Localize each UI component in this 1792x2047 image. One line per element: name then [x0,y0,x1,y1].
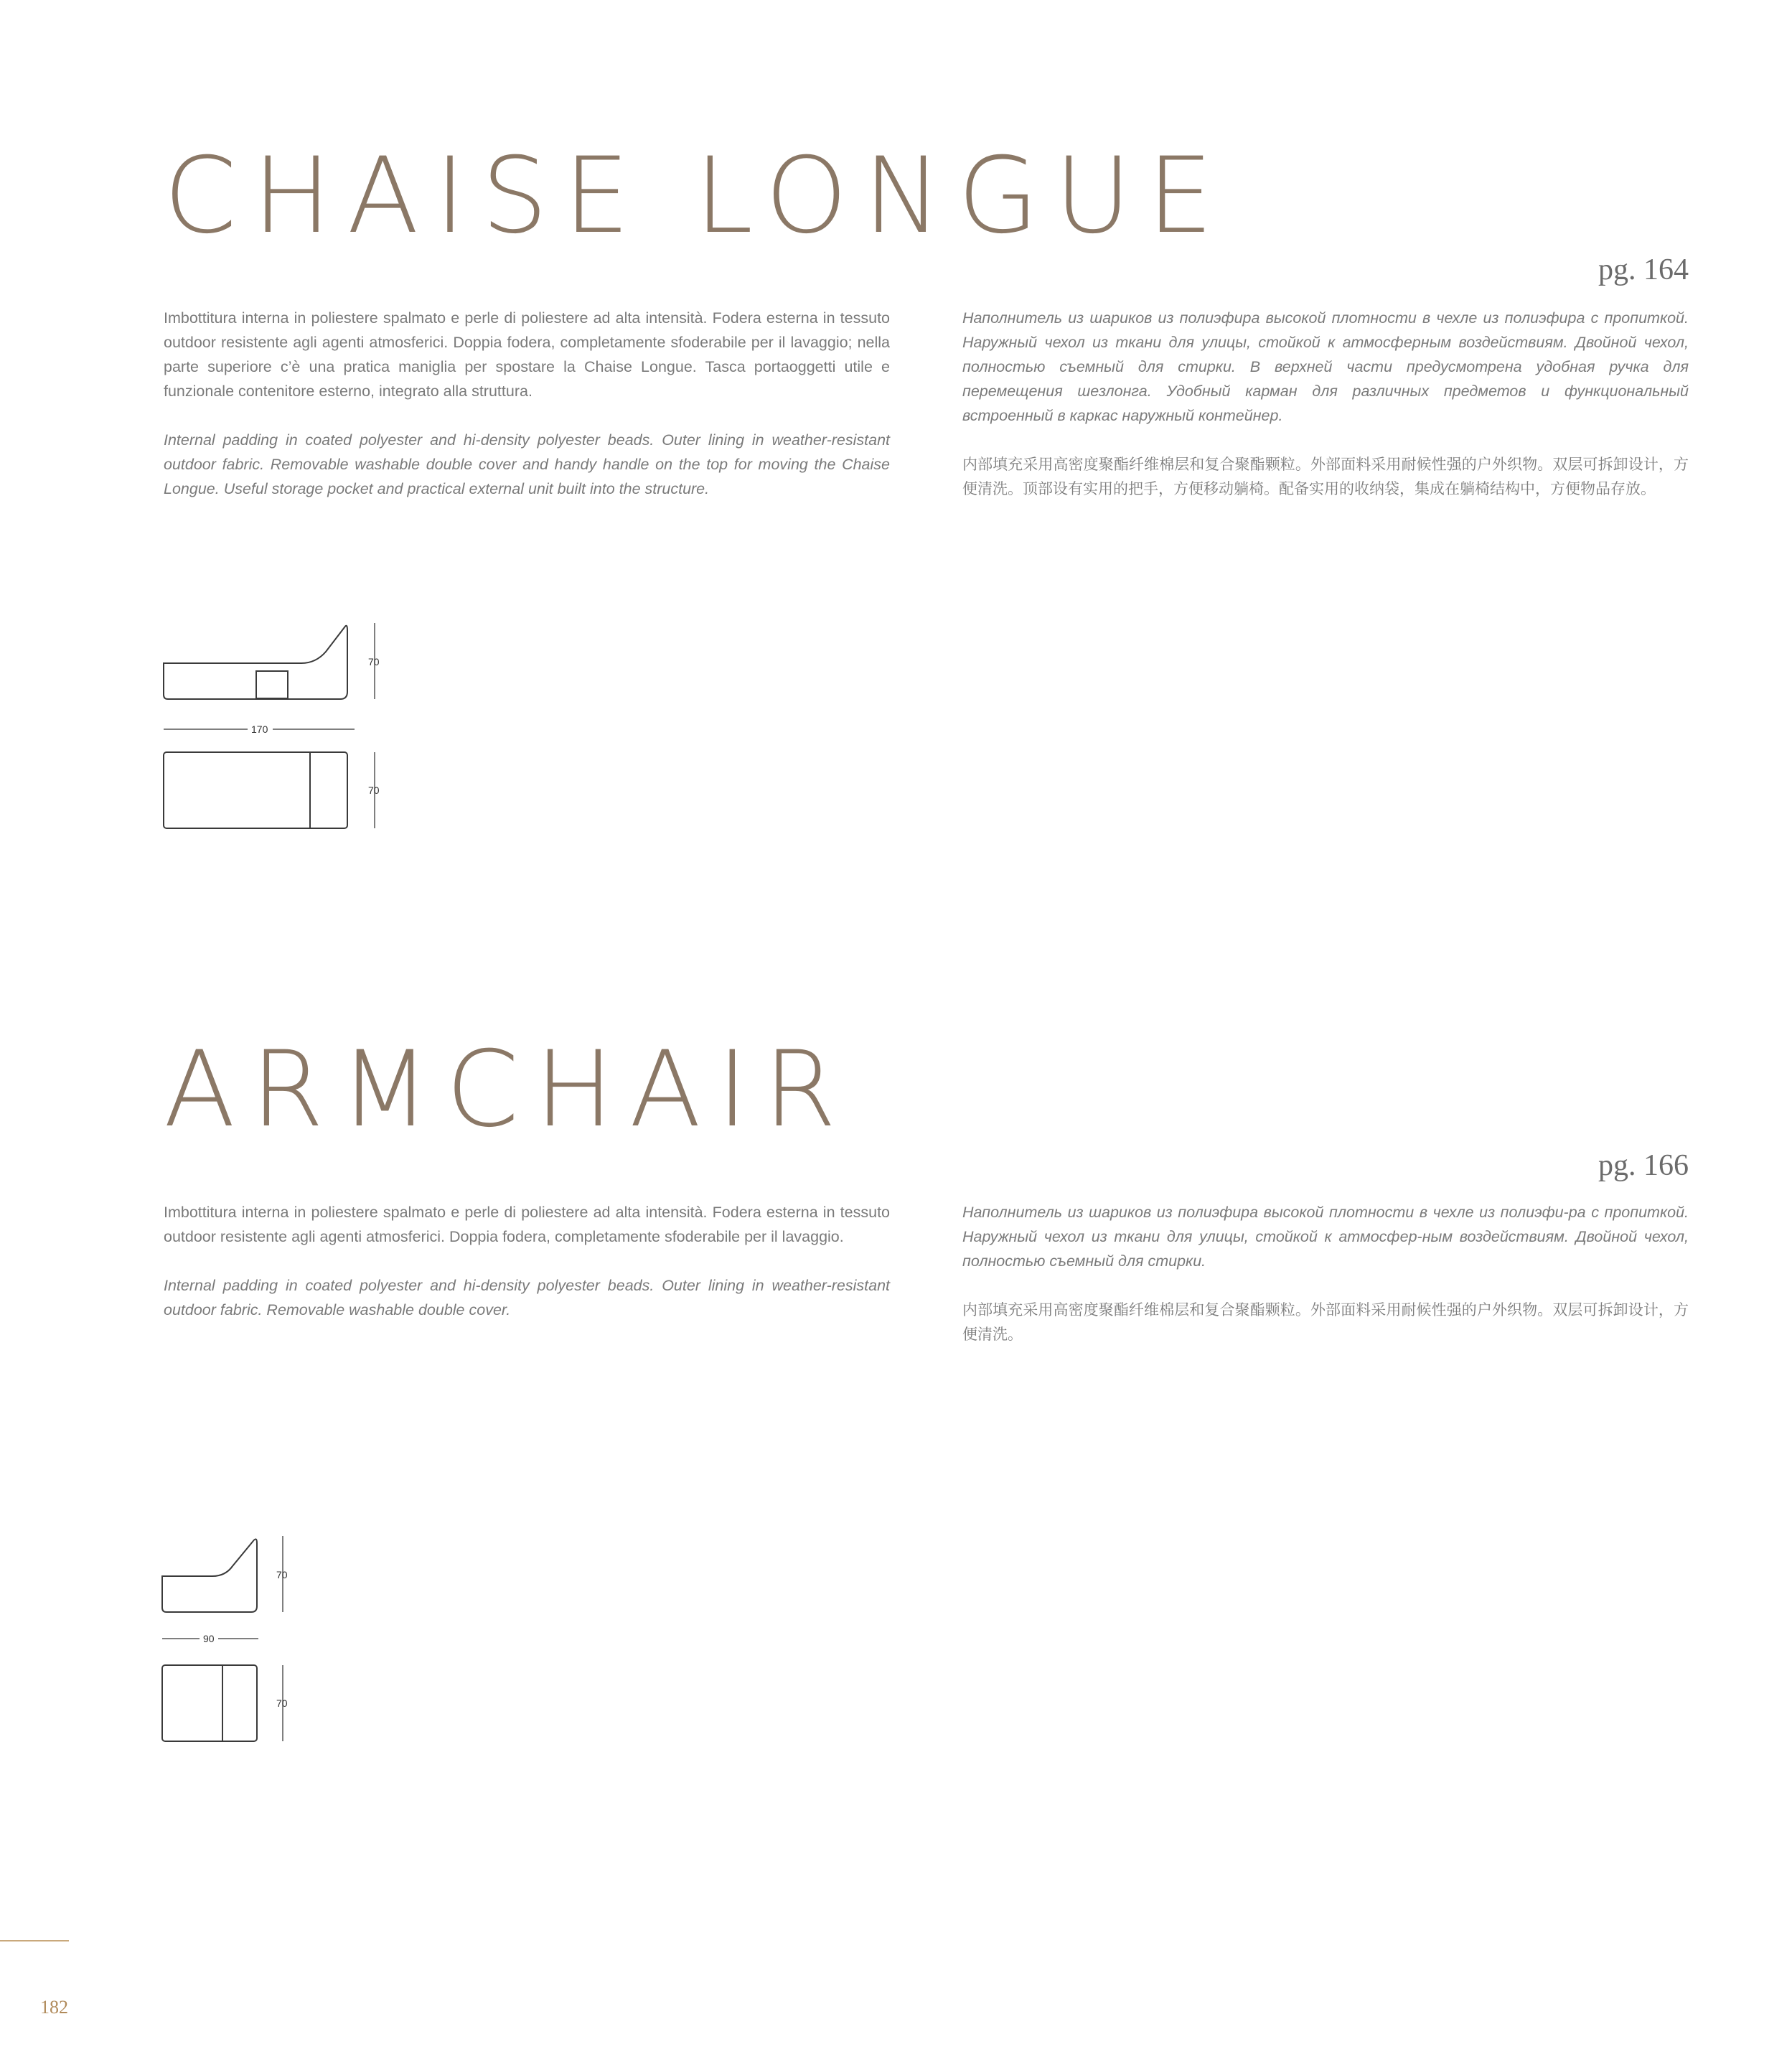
description-left-column [164,306,890,525]
depth-label: 70 [368,784,380,796]
chinese-description: 内部填充采用高密度聚酯纤维棉层和复合聚酯颗粒。外部面料采用耐候性强的户外织物。双层可拆卸设计，方便清洗。顶部设有实用的把手，方便移动躺椅。配备实用的收纳袋，集成在躺椅结构中，方便物品存放。 [962,456,1689,497]
storage-pocket-outline [256,671,288,698]
page-reference: pg. 164 [1598,253,1689,286]
page-number: 182 [40,1997,68,2018]
italian-description: Imbottitura interna in poliestere spalmato e perle di poliestere ad alta intensità. Fodera esterna in tessuto outdoor resistente agli agenti atmosferici. Doppia fodera, completamente sfoderabile per il lavaggio; nella parte superiore c’è una pratica maniglia per spostare la Chaise Longue. Tasca portaoggetti utile e funzionale contenitore esterno, integrato alla struttura. [164,309,890,400]
chaise-longue-drawing [144,610,402,840]
top-view-outline [164,752,347,828]
chinese-description: 内部填充采用高密度聚酯纤维棉层和复合聚酯颗粒。外部面料采用耐候性强的户外织物。双层可拆卸设计，方便清洗。 [962,1301,1689,1343]
italian-description: Imbottitura interna in poliestere spalmato e perle di poliestere ad alta intensità. Fodera esterna in tessuto outdoor resistente agli agenti atmosferici. Doppia fodera, completamente sfoderabile per il lavaggio. [164,1204,890,1245]
width-label: 170 [251,723,268,735]
section-title-armchair: ARMCHAIR [164,1029,853,1151]
height-label: 70 [368,656,380,668]
description-left-column [164,1200,890,1346]
english-description: Internal padding in coated polyester and hi-density polyester beads. Outer lining in weather-resistant outdoor fabric. Removable washable double cover and handy handle on the top for moving the Chaise Longue. Useful storage pocket and practical external unit built into the structure. [164,431,890,497]
page-reference: pg. 166 [1598,1149,1689,1182]
depth-label: 70 [276,1697,288,1709]
description-right-column [962,306,1689,525]
russian-description: Наполнитель из шариков из полиэфира высокой плотности в чехле из полиэфира с пропиткой. Наружный чехол из ткани для улицы, стойкой к атмосферным воздействиям. Двойной чехол, полностью съемный для стирки. В верхней части предусмотрена удобная ручка для перемещения шезлонга. Удобный карман для различных предметов и функциональный встроенный в каркас наружный контейнер. [962,309,1689,424]
page-number-rule [0,1940,69,1941]
description-right-column [962,1200,1689,1371]
width-label: 90 [203,1633,215,1644]
russian-description: Наполнитель из шариков из полиэфира высокой плотности в чехле из полиэфи-ра с пропиткой. Наружный чехол из ткани для улицы, стойкой к атмосфер-ным воздействиям. Двойной чехол, полностью съемный для стирки. [962,1204,1689,1270]
top-view-outline [162,1665,257,1741]
section-title-chaise-longue: CHAISE LONGUE [164,135,1229,257]
height-label: 70 [276,1569,288,1580]
armchair-drawing [144,1523,330,1753]
english-description: Internal padding in coated polyester and hi-density polyester beads. Outer lining in weather-resistant outdoor fabric. Removable washable double cover. [164,1277,890,1318]
side-view-outline [162,1539,257,1612]
